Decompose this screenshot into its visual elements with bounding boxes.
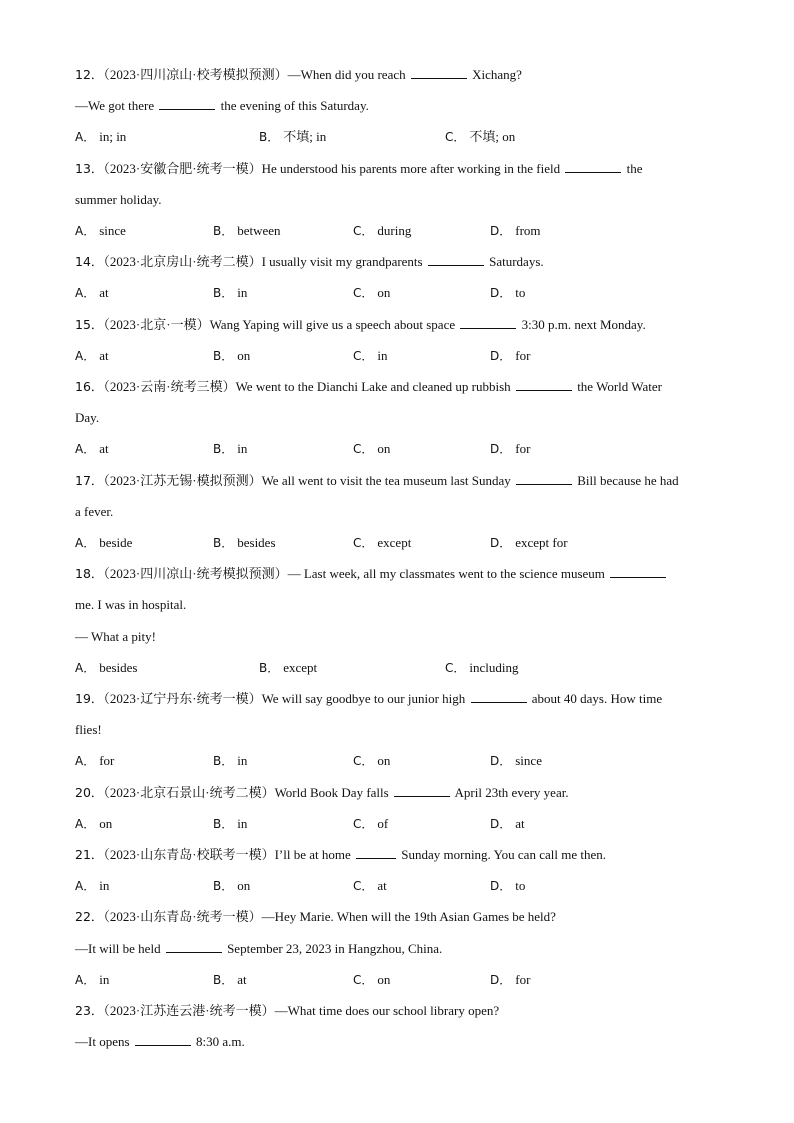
option-d[interactable] bbox=[490, 284, 525, 302]
option-label: A． bbox=[75, 130, 96, 145]
option-text: at bbox=[99, 347, 109, 363]
option-text: besides bbox=[99, 659, 138, 675]
option-text: at bbox=[377, 878, 387, 894]
option-text: from bbox=[515, 223, 541, 238]
option-label: C． bbox=[353, 972, 374, 987]
question-text: We all went to visit the tea museum last Sunday bbox=[261, 472, 514, 488]
question-text: — What a pity! bbox=[75, 628, 156, 644]
option-label: C． bbox=[353, 816, 374, 831]
question-stem bbox=[75, 784, 734, 802]
option-text: for bbox=[99, 753, 115, 769]
question-text: I’ll be at home bbox=[274, 847, 354, 862]
option-text: on bbox=[377, 753, 391, 769]
question-number: 19． bbox=[75, 691, 104, 706]
option-text: in; in bbox=[99, 129, 127, 145]
option-label: A． bbox=[75, 660, 96, 675]
question-number: 18． bbox=[75, 566, 104, 582]
option-text: in bbox=[237, 753, 248, 769]
answer-blank[interactable] bbox=[159, 97, 215, 110]
option-label: A． bbox=[75, 972, 96, 987]
answer-blank[interactable] bbox=[516, 378, 572, 391]
option-text: between bbox=[237, 223, 281, 238]
option-text: in bbox=[99, 878, 110, 894]
option-label: D． bbox=[490, 348, 512, 363]
option-label: C． bbox=[353, 754, 374, 769]
option-a[interactable] bbox=[75, 971, 109, 989]
option-a[interactable] bbox=[75, 284, 109, 302]
option-a[interactable] bbox=[75, 347, 109, 365]
option-label: C． bbox=[353, 286, 374, 301]
question-line bbox=[75, 721, 734, 739]
option-text: in bbox=[237, 815, 248, 831]
option-b[interactable] bbox=[213, 752, 247, 770]
question-text: —What time does our school library open? bbox=[274, 1003, 500, 1018]
question-number: 16． bbox=[75, 379, 104, 394]
option-text: in bbox=[237, 285, 248, 301]
question-number: 23． bbox=[75, 1003, 104, 1018]
option-d[interactable] bbox=[490, 877, 525, 895]
option-c[interactable] bbox=[353, 971, 390, 989]
answer-options bbox=[75, 877, 734, 895]
question-text: about 40 days. How time bbox=[528, 691, 663, 706]
question-source: （2023·四川凉山·校考模拟预测） bbox=[103, 67, 288, 82]
option-text: except bbox=[283, 659, 318, 675]
option-b[interactable] bbox=[259, 659, 317, 677]
option-text: at bbox=[99, 441, 109, 457]
question-text: the evening of this Saturday. bbox=[217, 98, 369, 114]
question-text: —When did you reach bbox=[287, 67, 409, 82]
option-c[interactable] bbox=[353, 534, 411, 552]
question-line bbox=[75, 628, 734, 646]
option-d[interactable] bbox=[490, 222, 541, 240]
option-a[interactable] bbox=[75, 128, 126, 146]
question-text: Wang Yaping will give us a speech about space bbox=[209, 316, 459, 332]
option-label: B． bbox=[213, 816, 234, 831]
question-source: （2023·辽宁丹东·统考一模） bbox=[103, 691, 262, 706]
question-text: the World Water bbox=[573, 379, 662, 394]
question-number: 12． bbox=[75, 67, 104, 82]
option-label: C． bbox=[445, 660, 466, 675]
option-label: D． bbox=[490, 879, 512, 894]
option-c[interactable] bbox=[353, 222, 411, 240]
answer-blank[interactable] bbox=[411, 66, 467, 79]
option-a[interactable] bbox=[75, 877, 109, 895]
option-text: in bbox=[377, 347, 388, 363]
question-text: — Last week, all my classmates went to the science museum bbox=[287, 566, 609, 582]
option-d[interactable] bbox=[490, 815, 525, 833]
question-stem bbox=[75, 66, 734, 84]
option-c[interactable] bbox=[353, 284, 390, 302]
option-label: D． bbox=[490, 972, 512, 987]
option-label: B． bbox=[213, 224, 234, 238]
question-text: summer holiday. bbox=[75, 191, 162, 207]
option-label: A． bbox=[75, 754, 96, 769]
option-label: D． bbox=[490, 286, 512, 301]
option-label: A． bbox=[75, 286, 96, 301]
question-stem bbox=[75, 690, 734, 708]
option-b[interactable] bbox=[213, 877, 250, 895]
option-label: D． bbox=[490, 224, 512, 238]
question-text: He understood his parents more after working in the field bbox=[261, 160, 564, 176]
answer-blank[interactable] bbox=[516, 472, 572, 485]
option-text: on bbox=[377, 441, 391, 457]
option-text: to bbox=[515, 878, 526, 894]
question-text: Day. bbox=[75, 410, 100, 426]
question-line bbox=[75, 191, 734, 209]
option-a[interactable] bbox=[75, 534, 132, 552]
question-text: I usually visit my grandparents bbox=[261, 254, 426, 270]
option-c[interactable] bbox=[353, 347, 388, 365]
option-label: B． bbox=[213, 348, 234, 363]
question-source: （2023·北京·一模） bbox=[103, 316, 210, 332]
question-text: Xichang? bbox=[468, 67, 522, 82]
option-label: A． bbox=[75, 879, 96, 894]
question-stem bbox=[75, 1002, 734, 1020]
question-text: 3:30 p.m. next Monday. bbox=[518, 316, 646, 332]
question-number: 15． bbox=[75, 316, 104, 332]
option-label: A． bbox=[75, 816, 96, 831]
question-line bbox=[75, 596, 734, 614]
option-text: beside bbox=[99, 535, 133, 550]
answer-options bbox=[75, 752, 734, 770]
question-source: （2023·四川凉山·统考模拟预测） bbox=[103, 566, 288, 582]
question-text: Saturdays. bbox=[485, 254, 544, 270]
option-c[interactable] bbox=[353, 877, 387, 895]
option-label: B． bbox=[213, 442, 234, 457]
question-text: —It will be held bbox=[75, 940, 164, 956]
option-a[interactable] bbox=[75, 752, 114, 770]
option-text: to bbox=[515, 285, 526, 301]
option-text: for bbox=[515, 441, 531, 457]
question-line bbox=[75, 1033, 734, 1051]
option-text: 不填; on bbox=[469, 129, 516, 145]
option-b[interactable] bbox=[213, 534, 276, 552]
option-label: B． bbox=[213, 879, 234, 894]
answer-blank[interactable] bbox=[565, 160, 621, 173]
answer-blank[interactable] bbox=[460, 316, 516, 329]
option-label: B． bbox=[259, 130, 280, 145]
question-stem bbox=[75, 908, 734, 926]
option-text: at bbox=[237, 971, 247, 987]
answer-options bbox=[75, 534, 734, 552]
option-text: 不填; in bbox=[283, 129, 327, 145]
option-label: B． bbox=[259, 660, 280, 675]
question-number: 13． bbox=[75, 160, 104, 176]
option-text: for bbox=[515, 971, 531, 987]
option-text: since bbox=[99, 223, 126, 238]
question-text: We will say goodbye to our junior high bbox=[261, 691, 469, 706]
question-text: April 23th every year. bbox=[451, 784, 569, 800]
question-text: —Hey Marie. When will the 19th Asian Games be held? bbox=[261, 909, 556, 925]
option-text: except bbox=[377, 535, 412, 550]
question-source: （2023·北京石景山·统考二模） bbox=[103, 784, 275, 800]
option-d[interactable] bbox=[490, 440, 530, 458]
question-number: 22． bbox=[75, 909, 104, 925]
question-stem bbox=[75, 253, 734, 271]
option-label: A． bbox=[75, 536, 96, 550]
option-label: B． bbox=[213, 972, 234, 987]
answer-options bbox=[75, 659, 734, 677]
question-number: 21． bbox=[75, 847, 104, 862]
option-text: besides bbox=[237, 535, 276, 550]
question-line bbox=[75, 940, 734, 958]
answer-blank[interactable] bbox=[471, 690, 527, 703]
answer-blank[interactable] bbox=[135, 1033, 191, 1046]
option-b[interactable] bbox=[213, 440, 247, 458]
question-source: （2023·江苏无锡·模拟预测） bbox=[103, 472, 262, 488]
option-d[interactable] bbox=[490, 534, 568, 552]
option-d[interactable] bbox=[490, 752, 542, 770]
option-text: including bbox=[469, 659, 519, 675]
question-text: —We got there bbox=[75, 98, 158, 114]
option-text: on bbox=[237, 347, 251, 363]
option-text: at bbox=[515, 815, 525, 831]
option-c[interactable] bbox=[445, 128, 515, 146]
answer-blank[interactable] bbox=[610, 565, 666, 578]
question-source: （2023·安徽合肥·统考一模） bbox=[103, 160, 262, 176]
question-number: 17． bbox=[75, 472, 104, 488]
question-text: flies! bbox=[75, 722, 102, 738]
option-label: A． bbox=[75, 442, 96, 457]
answer-options bbox=[75, 284, 734, 302]
option-a[interactable] bbox=[75, 659, 138, 677]
question-source: （2023·山东青岛·统考一模） bbox=[103, 909, 262, 925]
question-line bbox=[75, 409, 734, 427]
option-text: except for bbox=[515, 535, 568, 550]
answer-blank[interactable] bbox=[394, 784, 450, 797]
option-text: during bbox=[377, 223, 412, 238]
question-stem bbox=[75, 160, 734, 178]
option-label: C． bbox=[445, 130, 466, 145]
question-text: 8:30 a.m. bbox=[192, 1034, 245, 1050]
question-number: 20． bbox=[75, 784, 104, 800]
question-line bbox=[75, 503, 734, 521]
question-text: World Book Day falls bbox=[274, 784, 392, 800]
question-stem bbox=[75, 846, 734, 864]
option-b[interactable] bbox=[213, 815, 247, 833]
option-a[interactable] bbox=[75, 222, 126, 240]
question-text: the bbox=[623, 160, 643, 176]
option-label: A． bbox=[75, 348, 96, 363]
option-label: C． bbox=[353, 442, 374, 457]
option-c[interactable] bbox=[353, 752, 390, 770]
option-label: B． bbox=[213, 286, 234, 301]
answer-blank[interactable] bbox=[428, 253, 484, 266]
option-c[interactable] bbox=[353, 815, 388, 833]
option-label: C． bbox=[353, 879, 374, 894]
question-text: We went to the Dianchi Lake and cleaned up rubbish bbox=[235, 379, 514, 394]
option-text: in bbox=[237, 441, 248, 457]
question-stem bbox=[75, 378, 734, 396]
answer-options bbox=[75, 971, 734, 989]
option-a[interactable] bbox=[75, 440, 109, 458]
question-text: me. I was in hospital. bbox=[75, 597, 187, 613]
question-source: （2023·云南·统考三模） bbox=[103, 379, 236, 394]
option-b[interactable] bbox=[213, 971, 247, 989]
option-b[interactable] bbox=[213, 347, 250, 365]
option-b[interactable] bbox=[213, 222, 281, 240]
answer-options bbox=[75, 222, 734, 240]
answer-options bbox=[75, 815, 734, 833]
option-label: A． bbox=[75, 224, 96, 238]
question-text: —It opens bbox=[75, 1034, 133, 1050]
option-text: for bbox=[515, 347, 531, 363]
question-source: （2023·山东青岛·校联考一模） bbox=[103, 847, 275, 862]
question-text: a fever. bbox=[75, 503, 114, 519]
answer-options bbox=[75, 128, 734, 146]
question-number: 14． bbox=[75, 254, 104, 270]
option-c[interactable] bbox=[353, 440, 390, 458]
option-label: B． bbox=[213, 536, 234, 550]
option-label: D． bbox=[490, 536, 512, 550]
question-stem bbox=[75, 565, 734, 583]
answer-options bbox=[75, 347, 734, 365]
option-b[interactable] bbox=[259, 128, 326, 146]
question-stem bbox=[75, 472, 734, 490]
option-text: of bbox=[377, 815, 389, 831]
option-b[interactable] bbox=[213, 284, 247, 302]
option-d[interactable] bbox=[490, 347, 530, 365]
option-label: D． bbox=[490, 754, 512, 769]
question-stem bbox=[75, 316, 734, 334]
option-c[interactable] bbox=[445, 659, 519, 677]
option-text: on bbox=[377, 971, 391, 987]
option-label: D． bbox=[490, 442, 512, 457]
answer-options bbox=[75, 440, 734, 458]
option-label: C． bbox=[353, 348, 374, 363]
option-text: at bbox=[99, 285, 109, 301]
question-text: Sunday morning. You can call me then. bbox=[398, 847, 606, 862]
option-label: B． bbox=[213, 754, 234, 769]
question-line bbox=[75, 97, 734, 115]
question-text: Bill because he had bbox=[574, 472, 679, 488]
question-source: （2023·江苏连云港·统考一模） bbox=[103, 1003, 275, 1018]
option-text: on bbox=[377, 285, 391, 301]
option-label: C． bbox=[353, 224, 374, 238]
answer-blank[interactable] bbox=[166, 940, 222, 953]
answer-blank[interactable] bbox=[356, 846, 396, 859]
question-text: September 23, 2023 in Hangzhou, China. bbox=[223, 940, 443, 956]
option-text: since bbox=[515, 753, 542, 769]
question-source: （2023·北京房山·统考二模） bbox=[103, 254, 262, 270]
option-label: C． bbox=[353, 536, 374, 550]
option-a[interactable] bbox=[75, 815, 112, 833]
option-d[interactable] bbox=[490, 971, 530, 989]
option-label: D． bbox=[490, 816, 512, 831]
option-text: on bbox=[237, 878, 251, 894]
option-text: on bbox=[99, 815, 113, 831]
option-text: in bbox=[99, 971, 110, 987]
